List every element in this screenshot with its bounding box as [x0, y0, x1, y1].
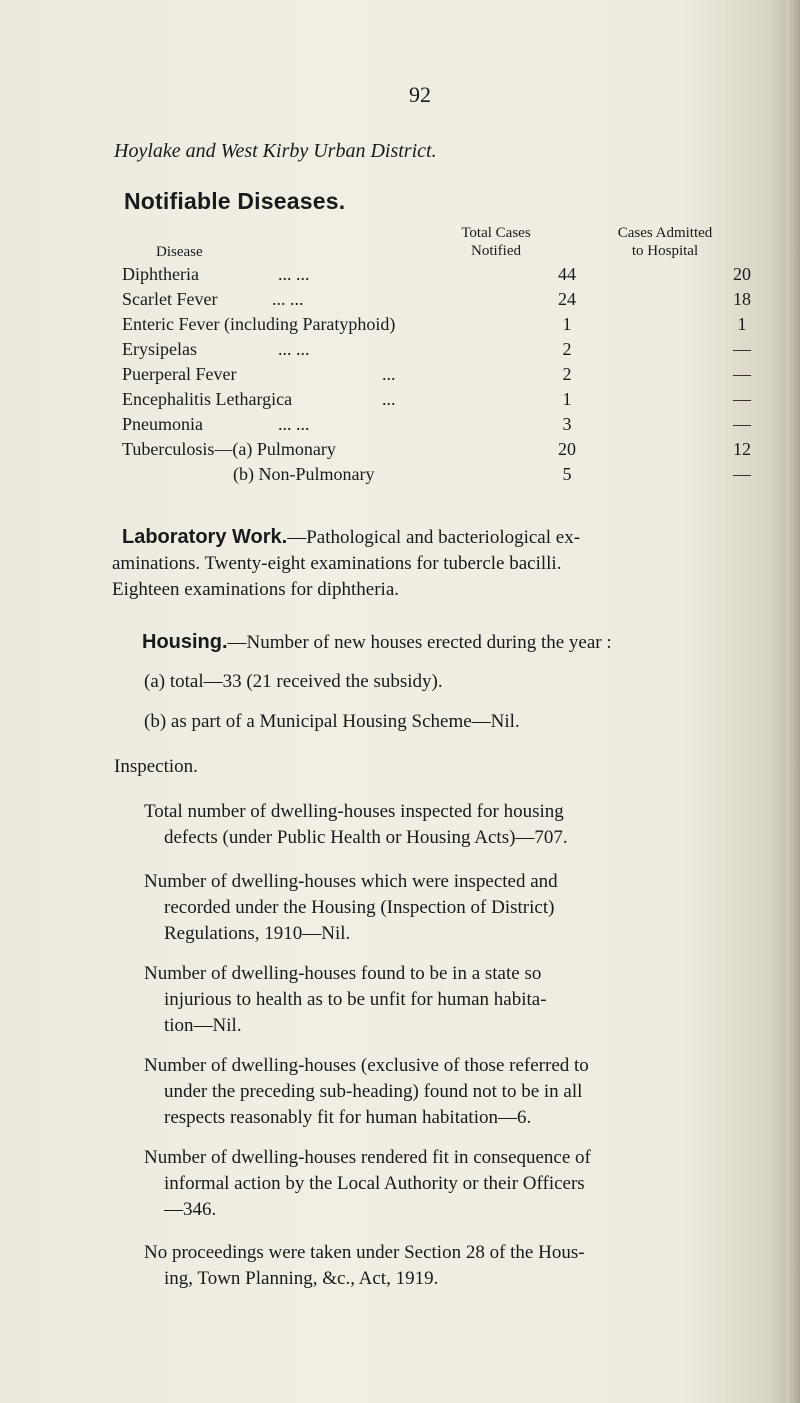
- disease-name: Scarlet Fever: [122, 289, 218, 309]
- cases-notified: 2: [562, 339, 572, 359]
- disease-name: Enteric Fever (including Paratyphoid): [122, 314, 396, 334]
- cases-notified: 24: [558, 289, 576, 309]
- cases-notified: 2: [562, 364, 572, 384]
- cases-admitted: —: [733, 414, 751, 434]
- table-row: [122, 389, 762, 413]
- inspection-paragraph: Number of dwelling-houses (exclusive of those referred to under the preceding sub-heading) found not to be in all respects reasonably fit for human habitation—6.: [144, 1055, 589, 1128]
- inspection-paragraph: No proceedings were taken under Section 28 of the Hous- ing, Town Planning, &c., Act, 1919.: [144, 1242, 585, 1289]
- cases-admitted: 18: [733, 289, 751, 309]
- leader-dots: ...: [382, 389, 396, 409]
- header-disease: Disease: [156, 244, 203, 260]
- section-title: Notifiable Diseases.: [124, 188, 346, 214]
- housing-text: —Number of new houses erected during the year :: [227, 632, 612, 653]
- inspection-paragraph: Number of dwelling-houses found to be in a state so injurious to health as to be unfit for human habita- tion—Nil.: [144, 963, 547, 1036]
- laboratory-line: Eighteen examinations for diphtheria.: [112, 579, 400, 600]
- leader-dots: ... ...: [278, 339, 310, 359]
- cases-admitted: —: [733, 389, 751, 409]
- inspection-heading: Inspection.: [114, 756, 198, 777]
- cases-admitted: —: [733, 364, 751, 384]
- housing-item-b: (b) as part of a Municipal Housing Scheme—Nil.: [144, 711, 520, 732]
- inspection-paragraph: Total number of dwelling-houses inspected for housing defects (under Public Health or Housing Acts)—707.: [144, 801, 568, 848]
- inspection-paragraph: Number of dwelling-houses which were inspected and recorded under the Housing (Inspection of District) Regulations, 1910—Nil.: [144, 871, 558, 944]
- cases-notified: 3: [562, 414, 572, 434]
- page-edge-shadow: [786, 0, 800, 1403]
- table-row: [122, 464, 762, 488]
- laboratory-text: —Pathological and bacteriological ex-: [287, 527, 581, 548]
- cases-notified: 1: [562, 314, 572, 334]
- cases-admitted: —: [733, 339, 751, 359]
- cases-admitted: 12: [733, 439, 751, 459]
- cases-admitted: 1: [737, 314, 747, 334]
- table-row: [122, 314, 762, 338]
- leader-dots: ... ...: [272, 289, 304, 309]
- table-row: [122, 364, 762, 388]
- cases-admitted: —: [733, 464, 751, 484]
- header-admitted-hospital: Cases Admitted to Hospital: [617, 225, 713, 259]
- leader-dots: ... ...: [278, 414, 310, 434]
- laboratory-paragraph: [112, 524, 782, 603]
- disease-name: Encephalitis Lethargica: [122, 389, 293, 409]
- table-row: [122, 289, 762, 313]
- housing-paragraph: [142, 629, 782, 656]
- disease-name: Erysipelas: [122, 339, 197, 359]
- table-row: [122, 264, 762, 288]
- page-number: 92: [409, 82, 431, 107]
- table-row: [122, 339, 762, 363]
- housing-item-a: (a) total—33 (21 received the subsidy).: [144, 671, 443, 692]
- table-row: [122, 414, 762, 438]
- disease-name: Pneumonia: [122, 414, 203, 434]
- cases-notified: 44: [558, 264, 576, 284]
- inspection-paragraph: Number of dwelling-houses rendered fit in consequence of informal action by the Local Authority or their Officers —346.: [144, 1147, 591, 1220]
- disease-name: Puerperal Fever: [122, 364, 237, 384]
- table-row: [122, 439, 762, 463]
- disease-name: Diphtheria: [122, 264, 199, 284]
- housing-heading: Housing.: [142, 631, 228, 653]
- disease-name: (b) Non-Pulmonary: [233, 464, 375, 484]
- leader-dots: ... ...: [278, 264, 310, 284]
- laboratory-heading: Laboratory Work.: [122, 526, 288, 548]
- leader-dots: ...: [382, 364, 396, 384]
- cases-notified: 5: [562, 464, 572, 484]
- cases-notified: 1: [562, 389, 572, 409]
- district-title: Hoylake and West Kirby Urban District.: [114, 140, 437, 162]
- cases-admitted: 20: [733, 264, 751, 284]
- header-total-notified: Total Cases Notified: [461, 225, 531, 259]
- disease-name: Tuberculosis—(a) Pulmonary: [122, 439, 336, 459]
- cases-notified: 20: [558, 439, 576, 459]
- laboratory-line: aminations. Twenty-eight examinations for tubercle bacilli.: [112, 553, 562, 574]
